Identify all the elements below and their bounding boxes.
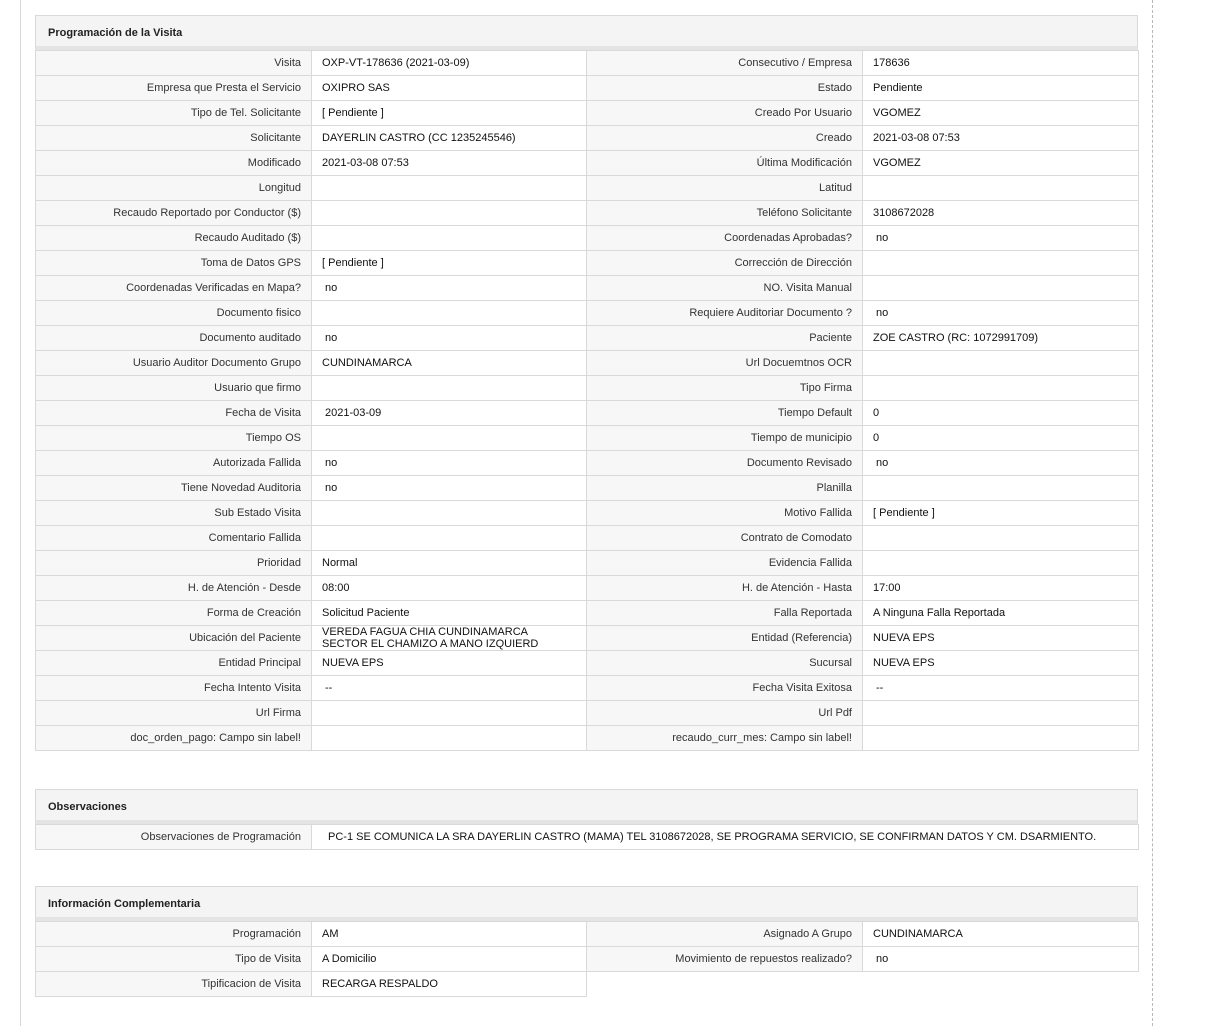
field-value-usuario-auditor-documento-grupo: CUNDINAMARCA: [312, 351, 587, 376]
table-row: [36, 451, 1139, 476]
table-row: [36, 526, 1139, 551]
field-value-modificado: 2021-03-08 07:53: [312, 151, 587, 176]
table-row: [36, 825, 1139, 850]
field-value-consecutivo-empresa: 178636: [863, 51, 1139, 76]
field-label-latitud: Latitud: [587, 176, 863, 201]
table-row: [36, 922, 1139, 947]
left-frame-line: [20, 0, 21, 1026]
field-label-creado: Creado: [587, 126, 863, 151]
field-value-prioridad: Normal: [312, 551, 587, 576]
field-label-contrato-de-comodato: Contrato de Comodato: [587, 526, 863, 551]
field-label-empresa-que-presta-el-servicio: Empresa que Presta el Servicio: [36, 76, 312, 101]
table-row: [36, 176, 1139, 201]
field-label-tiempo-os: Tiempo OS: [36, 426, 312, 451]
field-label-estado: Estado: [587, 76, 863, 101]
field-label-tiempo-default: Tiempo Default: [587, 401, 863, 426]
programacion-section: [35, 15, 1138, 751]
complementaria-header: Información Complementaria: [35, 886, 1138, 921]
field-value-h-de-atencion-desde: 08:00: [312, 576, 587, 601]
field-value-requiere-auditoriar-documento: no: [863, 301, 1139, 326]
field-value-sucursal: NUEVA EPS: [863, 651, 1139, 676]
field-value-tiempo-default: 0: [863, 401, 1139, 426]
field-value-visita: OXP-VT-178636 (2021-03-09): [312, 51, 587, 76]
field-label-tiempo-de-municipio: Tiempo de municipio: [587, 426, 863, 451]
table-row: [36, 501, 1139, 526]
field-value-empresa-que-presta-el-servicio: OXIPRO SAS: [312, 76, 587, 101]
field-label-evidencia-fallida: Evidencia Fallida: [587, 551, 863, 576]
field-value-tipificacion-de-visita: RECARGA RESPALDO: [312, 972, 587, 997]
table-row: [36, 226, 1139, 251]
field-label-documento-fisico: Documento fisico: [36, 301, 312, 326]
field-label-autorizada-fallida: Autorizada Fallida: [36, 451, 312, 476]
field-label-tiene-novedad-auditoria: Tiene Novedad Auditoria: [36, 476, 312, 501]
field-label-usuario-que-firmo: Usuario que firmo: [36, 376, 312, 401]
table-row: [36, 476, 1139, 501]
field-label-tipo-de-visita: Tipo de Visita: [36, 947, 312, 972]
field-value-usuario-que-firmo: [312, 376, 587, 401]
observaciones-value: PC-1 SE COMUNICA LA SRA DAYERLIN CASTRO (MAMA) TEL 3108672028, SE PROGRAMA SERVICIO, SE CONFIRMAN DATOS Y CM. DSARMIENTO.: [312, 825, 1139, 850]
field-label-coordenadas-verificadas-en-mapa: Coordenadas Verificadas en Mapa?: [36, 276, 312, 301]
field-value-entidad-referencia: NUEVA EPS: [863, 626, 1139, 651]
field-label-documento-auditado: Documento auditado: [36, 326, 312, 351]
table-row: [36, 251, 1139, 276]
field-value-fecha-de-visita[interactable]: 2021-03-09: [312, 401, 587, 426]
table-row: [36, 601, 1139, 626]
field-value-tipo-de-visita: A Domicilio: [312, 947, 587, 972]
field-label-ultima-modificacion: Última Modificación: [587, 151, 863, 176]
field-value-fecha-visita-exitosa: --: [863, 676, 1139, 701]
field-value-autorizada-fallida: no: [312, 451, 587, 476]
field-value-entidad-principal: NUEVA EPS: [312, 651, 587, 676]
table-row: [36, 551, 1139, 576]
field-value-tiempo-os: [312, 426, 587, 451]
field-value-recaudo-reportado-por-conductor: [312, 201, 587, 226]
field-value-programacion: AM: [312, 922, 587, 947]
field-value-no-visita-manual: [863, 276, 1139, 301]
field-label-comentario-fallida: Comentario Fallida: [36, 526, 312, 551]
table-row: [36, 701, 1139, 726]
table-row: [36, 76, 1139, 101]
table-row: [36, 101, 1139, 126]
table-row: [36, 426, 1139, 451]
field-value-tiene-novedad-auditoria: no: [312, 476, 587, 501]
field-value-creado: 2021-03-08 07:53: [863, 126, 1139, 151]
field-value-url-pdf: [863, 701, 1139, 726]
table-row: [36, 972, 1139, 997]
observaciones-header: Observaciones: [35, 789, 1138, 824]
field-label-h-de-atencion-desde: H. de Atención - Desde: [36, 576, 312, 601]
field-label-recaudo-auditado: Recaudo Auditado ($): [36, 226, 312, 251]
table-row: [36, 651, 1139, 676]
complementaria-table: [35, 921, 1139, 997]
field-label-recaudo-reportado-por-conductor: Recaudo Reportado por Conductor ($): [36, 201, 312, 226]
field-value-evidencia-fallida: [863, 551, 1139, 576]
complementaria-section: [35, 886, 1138, 997]
observaciones-table: [35, 824, 1139, 850]
table-row: [36, 401, 1139, 426]
field-label-fecha-de-visita: Fecha de Visita: [36, 401, 312, 426]
table-row: [36, 376, 1139, 401]
field-label-forma-de-creacion: Forma de Creación: [36, 601, 312, 626]
observaciones-label: Observaciones de Programación: [36, 825, 312, 850]
field-value-contrato-de-comodato: [863, 526, 1139, 551]
empty-cell: [587, 972, 863, 997]
field-value-movimiento-de-repuestos-realizado: no: [863, 947, 1139, 972]
field-value-coordenadas-aprobadas: no: [863, 226, 1139, 251]
field-value-planilla: [863, 476, 1139, 501]
table-row: [36, 726, 1139, 751]
field-value-documento-auditado: no: [312, 326, 587, 351]
field-label-creado-por-usuario: Creado Por Usuario: [587, 101, 863, 126]
field-label-url-pdf: Url Pdf: [587, 701, 863, 726]
table-row: [36, 576, 1139, 601]
table-row: [36, 151, 1139, 176]
field-label-entidad-referencia: Entidad (Referencia): [587, 626, 863, 651]
field-value-url-firma: [312, 701, 587, 726]
field-value-asignado-a-grupo: CUNDINAMARCA: [863, 922, 1139, 947]
field-label-sub-estado-visita: Sub Estado Visita: [36, 501, 312, 526]
field-value-telefono-solicitante: 3108672028: [863, 201, 1139, 226]
field-value-sub-estado-visita: [312, 501, 587, 526]
field-value-latitud: [863, 176, 1139, 201]
table-row: [36, 626, 1139, 651]
field-value-comentario-fallida: [312, 526, 587, 551]
field-label-longitud: Longitud: [36, 176, 312, 201]
field-label-url-firma: Url Firma: [36, 701, 312, 726]
table-row: [36, 51, 1139, 76]
table-row: [36, 301, 1139, 326]
observaciones-section: [35, 789, 1138, 850]
field-value-documento-fisico: [312, 301, 587, 326]
field-label-usuario-auditor-documento-grupo: Usuario Auditor Documento Grupo: [36, 351, 312, 376]
field-label-consecutivo-empresa: Consecutivo / Empresa: [587, 51, 863, 76]
field-label-coordenadas-aprobadas: Coordenadas Aprobadas?: [587, 226, 863, 251]
field-label-correccion-de-direccion: Corrección de Dirección: [587, 251, 863, 276]
field-label-tipificacion-de-visita: Tipificacion de Visita: [36, 972, 312, 997]
field-label-solicitante: Solicitante: [36, 126, 312, 151]
field-label-fecha-visita-exitosa: Fecha Visita Exitosa: [587, 676, 863, 701]
field-label-ubicacion-del-paciente: Ubicación del Paciente: [36, 626, 312, 651]
table-row: [36, 351, 1139, 376]
table-row: [36, 126, 1139, 151]
field-label-toma-de-datos-gps: Toma de Datos GPS: [36, 251, 312, 276]
field-label-tipo-de-tel-solicitante: Tipo de Tel. Solicitante: [36, 101, 312, 126]
field-label-recaudo-curr-mes-campo-sin-label: recaudo_curr_mes: Campo sin label!: [587, 726, 863, 751]
field-label-fecha-intento-visita: Fecha Intento Visita: [36, 676, 312, 701]
table-row: [36, 326, 1139, 351]
programacion-header: Programación de la Visita: [35, 15, 1138, 50]
field-value-tipo-de-tel-solicitante: [ Pendiente ]: [312, 101, 587, 126]
field-value-url-docuemtnos-ocr: [863, 351, 1139, 376]
field-label-visita: Visita: [36, 51, 312, 76]
field-value-falla-reportada: A Ninguna Falla Reportada: [863, 601, 1139, 626]
field-value-motivo-fallida: [ Pendiente ]: [863, 501, 1139, 526]
table-row: [36, 201, 1139, 226]
field-value-doc-orden-pago-campo-sin-label: [312, 726, 587, 751]
field-value-coordenadas-verificadas-en-mapa: no: [312, 276, 587, 301]
field-label-asignado-a-grupo: Asignado A Grupo: [587, 922, 863, 947]
field-value-correccion-de-direccion: [863, 251, 1139, 276]
field-label-motivo-fallida: Motivo Fallida: [587, 501, 863, 526]
field-value-paciente: ZOE CASTRO (RC: 1072991709): [863, 326, 1139, 351]
field-label-sucursal: Sucursal: [587, 651, 863, 676]
field-label-movimiento-de-repuestos-realizado: Movimiento de repuestos realizado?: [587, 947, 863, 972]
field-value-ubicacion-del-paciente: VEREDA FAGUA CHIA CUNDINAMARCA SECTOR EL CHAMIZO A MANO IZQUIERD: [312, 626, 587, 651]
field-value-estado: Pendiente: [863, 76, 1139, 101]
table-row: [36, 276, 1139, 301]
field-value-tiempo-de-municipio: 0: [863, 426, 1139, 451]
field-label-falla-reportada: Falla Reportada: [587, 601, 863, 626]
field-label-programacion: Programación: [36, 922, 312, 947]
field-value-recaudo-curr-mes-campo-sin-label: [863, 726, 1139, 751]
field-value-forma-de-creacion: Solicitud Paciente: [312, 601, 587, 626]
field-value-tipo-firma: [863, 376, 1139, 401]
programacion-table: [35, 50, 1139, 751]
field-label-entidad-principal: Entidad Principal: [36, 651, 312, 676]
field-label-paciente: Paciente: [587, 326, 863, 351]
field-value-creado-por-usuario: VGOMEZ: [863, 101, 1139, 126]
table-row: [36, 947, 1139, 972]
empty-cell: [863, 972, 1139, 997]
field-value-longitud: [312, 176, 587, 201]
field-value-solicitante: DAYERLIN CASTRO (CC 1235245546): [312, 126, 587, 151]
field-label-documento-revisado: Documento Revisado: [587, 451, 863, 476]
field-label-h-de-atencion-hasta: H. de Atención - Hasta: [587, 576, 863, 601]
field-label-doc-orden-pago-campo-sin-label: doc_orden_pago: Campo sin label!: [36, 726, 312, 751]
field-value-documento-revisado: no: [863, 451, 1139, 476]
field-label-telefono-solicitante: Teléfono Solicitante: [587, 201, 863, 226]
field-label-url-docuemtnos-ocr: Url Docuemtnos OCR: [587, 351, 863, 376]
field-label-prioridad: Prioridad: [36, 551, 312, 576]
right-frame-dashed-line: [1152, 0, 1153, 1026]
field-value-fecha-intento-visita: --: [312, 676, 587, 701]
field-value-ultima-modificacion: VGOMEZ: [863, 151, 1139, 176]
table-row: [36, 676, 1139, 701]
field-label-planilla: Planilla: [587, 476, 863, 501]
field-value-h-de-atencion-hasta: 17:00: [863, 576, 1139, 601]
field-value-recaudo-auditado: [312, 226, 587, 251]
field-label-requiere-auditoriar-documento: Requiere Auditoriar Documento ?: [587, 301, 863, 326]
field-label-no-visita-manual: NO. Visita Manual: [587, 276, 863, 301]
field-label-tipo-firma: Tipo Firma: [587, 376, 863, 401]
field-value-toma-de-datos-gps: [ Pendiente ]: [312, 251, 587, 276]
field-label-modificado: Modificado: [36, 151, 312, 176]
